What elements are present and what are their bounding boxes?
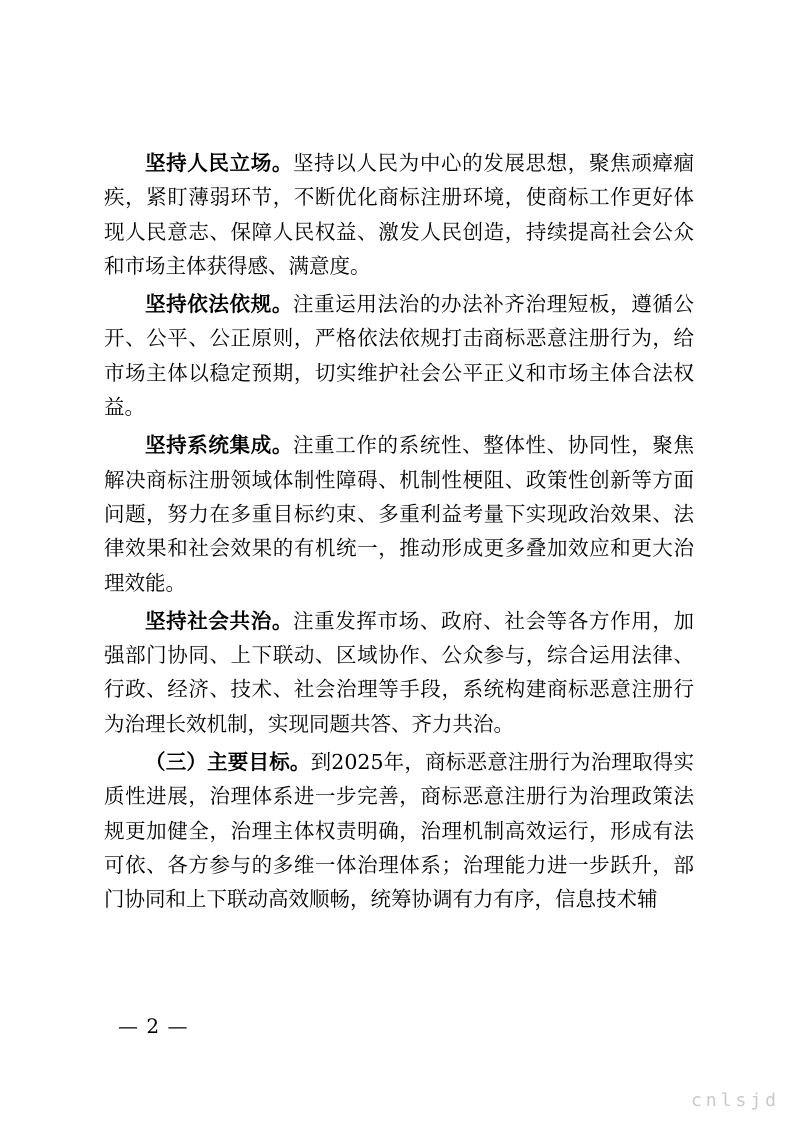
paragraph-heading: 坚持依法依规。 bbox=[145, 292, 293, 317]
paragraph-main-goals bbox=[104, 745, 694, 916]
paragraph-rule-of-law bbox=[104, 287, 694, 424]
paragraph-people-stance bbox=[104, 146, 694, 283]
watermark-logo: cnlsjd bbox=[690, 1090, 780, 1111]
paragraph-text: 到2025年，商标恶意注册行为治理取得实质性进展，治理体系进一步完善，商标恶意注册行为治理政策法规更加健全，治理主体权责明确，治理机制高效运行，形成有法可依、各方参与的多维一体治理体系；治理能力进一步跃升，部门协同和上下联动高效顺畅，统筹协调有力有序，信息技术辅 bbox=[104, 750, 694, 912]
paragraph-text: 注重运用法治的办法补齐治理短板，遵循公开、公平、公正原则，严格依法依规打击商标恶意注册行为，给市场主体以稳定预期，切实维护社会公平正义和市场主体合法权益。 bbox=[104, 292, 695, 420]
paragraph-heading: 坚持系统集成。 bbox=[145, 433, 293, 458]
document-body bbox=[104, 146, 694, 921]
paragraph-system-integration bbox=[104, 428, 694, 599]
paragraph-text: 注重发挥市场、政府、社会等各方作用，加强部门协同、上下联动、区域协作、公众参与，综合运用法律、行政、经济、技术、社会治理等手段，系统构建商标恶意注册行为治理长效机制，实现同题共答、齐力共治。 bbox=[104, 608, 695, 736]
paragraph-text: 注重工作的系统性、整体性、协同性，聚焦解决商标注册领域体制性障碍、机制性梗阻、政策性创新等方面问题，努力在多重目标约束、多重利益考量下实现政治效果、法律效果和社会效果的有机统一，推动形成更多叠加效应和更大治理效能。 bbox=[104, 433, 695, 595]
paragraph-text: 坚持以人民为中心的发展思想，聚焦顽瘴痼疾，紧盯薄弱环节，不断优化商标注册环境，使商标工作更好体现人民意志、保障人民权益、激发人民创造，持续提高社会公众和市场主体获得感、满意度。 bbox=[104, 151, 695, 278]
paragraph-social-governance bbox=[104, 604, 694, 741]
paragraph-heading: （三）主要目标。 bbox=[145, 750, 311, 775]
page-number: — 2 — bbox=[118, 1014, 189, 1038]
paragraph-heading: 坚持社会共治。 bbox=[145, 608, 293, 633]
paragraph-heading: 坚持人民立场。 bbox=[145, 151, 293, 175]
